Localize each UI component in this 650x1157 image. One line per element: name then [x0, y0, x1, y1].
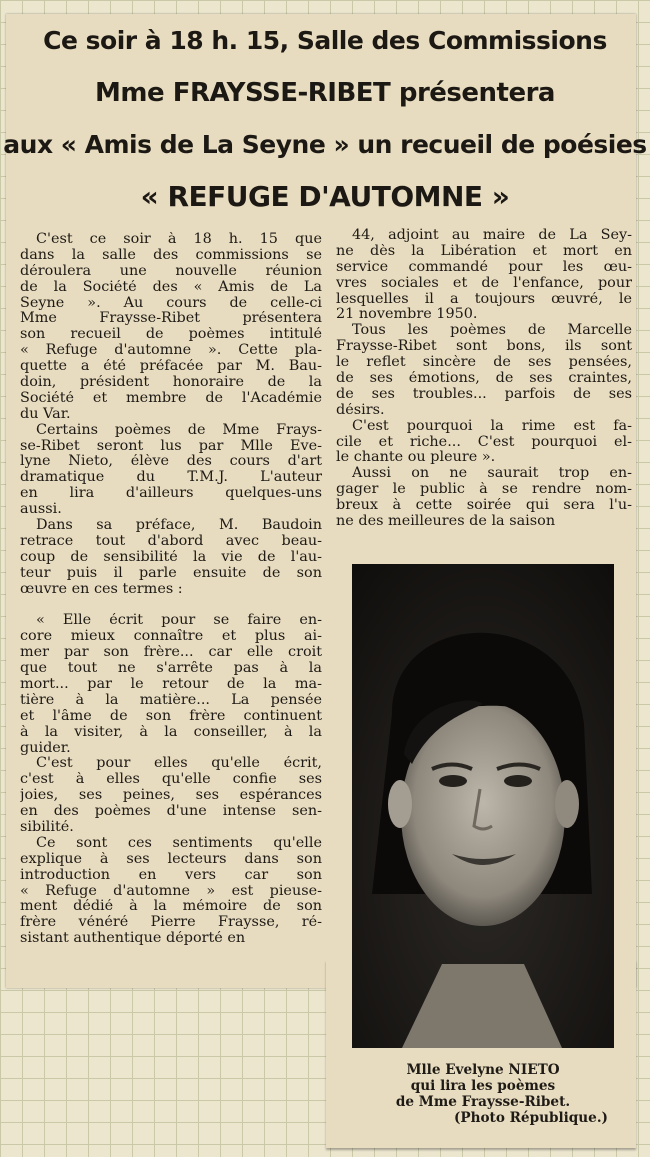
headline-line-2: Mme FRAYSSE-RIBET présentera — [95, 78, 555, 108]
photo-credit: (Photo République.) — [453, 1110, 608, 1126]
headline-line-4: « REFUGE D'AUTOMNE » — [140, 180, 510, 213]
article-line: doin, président honoraire de la — [20, 375, 322, 391]
article-line: c'est à elles qu'elle confie ses — [20, 772, 322, 788]
article-line: service commandé pour les œu- — [336, 259, 632, 275]
article-line: et l'âme de son frère continuent — [20, 708, 322, 724]
article-line: breux à cette soirée qui sera l'u- — [336, 498, 632, 514]
caption-line-2: qui lira les poèmes — [410, 1078, 556, 1094]
article-line: désirs. — [336, 402, 385, 418]
article-line: Certains poèmes de Mme Frays- — [36, 422, 322, 438]
article-line: « Elle écrit pour se faire en- — [36, 613, 322, 629]
article-line: core mieux connaître et plus ai- — [20, 629, 322, 645]
article-line: frère vénéré Pierre Fraysse, ré- — [20, 915, 322, 931]
article-line: le chante ou pleure ». — [336, 450, 496, 466]
article-line: ne dès la Libération et mort en — [336, 243, 632, 259]
article-line: gager le public à se rendre nom- — [336, 482, 632, 498]
article-line: Tous les poèmes de Marcelle — [352, 323, 632, 339]
article-line: quette a été préfacée par M. Bau- — [20, 359, 322, 375]
article-line: à la visiter, à la conseiller, à la — [20, 724, 322, 740]
article-line: mort... par le retour de la ma- — [20, 676, 322, 692]
article-line: de ses troubles... parfois de ses — [336, 386, 632, 402]
article-line: son recueil de poèmes intitulé — [20, 327, 322, 343]
article-line: déroulera une nouvelle réunion — [20, 263, 322, 279]
article-right-column — [336, 228, 632, 530]
article-line: C'est ce soir à 18 h. 15 que — [36, 232, 322, 247]
article-line: en des poèmes d'une intense sen- — [20, 804, 322, 820]
article-line: lesquelles il a toujours œuvré, le — [336, 291, 632, 307]
article-line: joies, ses peines, ses espérances — [20, 788, 322, 804]
article-line: tière à la matière... La pensée — [20, 692, 322, 708]
article-line: « Refuge d'automne ». Cette pla- — [20, 343, 322, 359]
article-line: Fraysse-Ribet sont bons, ils sont — [336, 339, 632, 355]
article-line: sibilité. — [20, 819, 74, 835]
article-line: Seyne ». Au cours de celle-ci — [20, 295, 322, 311]
article-line: que tout ne s'arrête pas à la — [20, 661, 322, 677]
article-line: de la Société des « Amis de La — [20, 279, 322, 295]
article-line: de ses émotions, de ses craintes, — [336, 371, 632, 387]
article-line: en lira d'ailleurs quelques-uns — [20, 486, 322, 502]
article-line: 21 novembre 1950. — [336, 307, 478, 323]
article-line: le reflet sincère de ses pensées, — [336, 355, 632, 371]
article-line: dans la salle des commissions se — [20, 247, 322, 263]
article-line: œuvre en ces termes : — [20, 581, 183, 597]
article-line: guider. — [20, 740, 71, 756]
headline-line-3: aux « Amis de La Seyne » un recueil de poésies — [3, 130, 647, 159]
article-line: 44, adjoint au maire de La Sey- — [352, 228, 632, 243]
article-line: teur puis il parle ensuite de son — [20, 565, 322, 581]
article-line: aussi. — [20, 502, 62, 518]
article-line: Société et membre de l'Académie — [20, 390, 322, 406]
article-line: introduction en vers car son — [20, 867, 322, 883]
article-left-column — [20, 232, 322, 947]
article-line: retrace tout d'abord avec beau- — [20, 533, 322, 549]
article-line — [20, 597, 322, 613]
article-line: Ce sont ces sentiments qu'elle — [36, 835, 322, 851]
photo-caption — [352, 1062, 614, 1126]
article-line: « Refuge d'automne » est pieuse- — [20, 883, 322, 899]
article-line: du Var. — [20, 406, 71, 422]
article-line: ne des meilleures de la saison — [336, 514, 556, 530]
caption-line-1: Mlle Evelyne NIETO — [406, 1062, 560, 1078]
article-line: mer par son frère... car elle croit — [20, 645, 322, 661]
article-line: ment dédié à la mémoire de son — [20, 899, 322, 915]
article-line: coup de sensibilité la vie de l'au- — [20, 549, 322, 565]
headline-line-1: Ce soir à 18 h. 15, Salle des Commissions — [43, 26, 607, 55]
article-line: sistant authentique déporté en — [20, 931, 246, 947]
article-line: se-Ribet seront lus par Mlle Eve- — [20, 438, 322, 454]
article-line: lyne Nieto, élève des cours d'art — [20, 454, 322, 470]
article-line: Mme Fraysse-Ribet présentera — [20, 311, 322, 327]
article-line: Aussi on ne saurait trop en- — [352, 466, 632, 482]
article-line: cile et riche... C'est pourquoi el- — [336, 434, 632, 450]
portrait-photo — [352, 564, 614, 1048]
article-line: C'est pour elles qu'elle écrit, — [36, 756, 322, 772]
article-line: C'est pourquoi la rime est fa- — [352, 418, 632, 434]
article-line: explique à ses lecteurs dans son — [20, 851, 322, 867]
article-line: Dans sa préface, M. Baudoin — [36, 518, 322, 534]
article-line: vres sociales et de l'enfance, pour — [336, 275, 632, 291]
caption-line-3: de Mme Fraysse-Ribet. — [395, 1094, 571, 1110]
article-line: dramatique du T.M.J. L'auteur — [20, 470, 322, 486]
